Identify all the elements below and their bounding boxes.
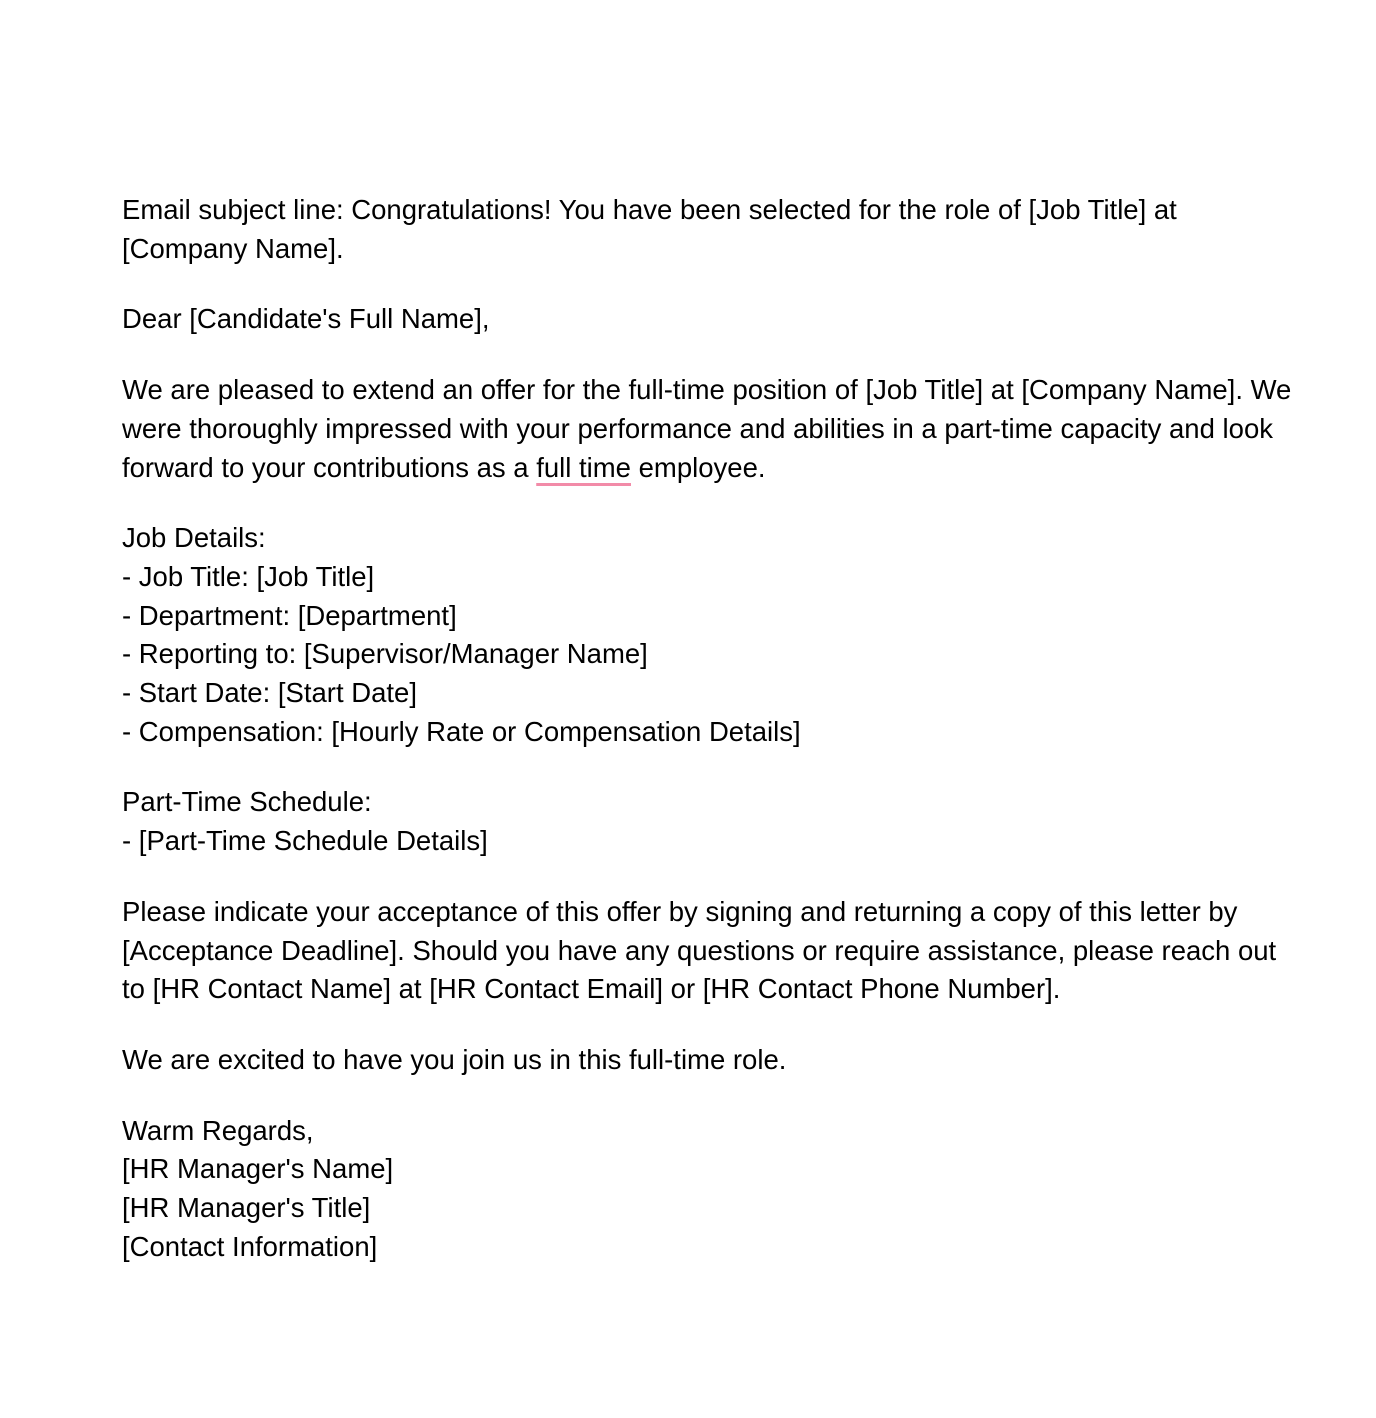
intro-paragraph — [122, 371, 1376, 487]
schedule-item: - [Part-Time Schedule Details] — [122, 825, 488, 857]
greeting — [122, 300, 1376, 339]
job-details-item: - Reporting to: [Supervisor/Manager Name] — [122, 638, 648, 670]
greeting-text: Dear [Candidate's Full Name], — [122, 303, 490, 335]
closing-paragraph — [122, 1041, 1376, 1080]
schedule-section — [122, 783, 1376, 860]
job-details-heading: Job Details: — [122, 522, 266, 554]
intro-line-3 — [122, 449, 1376, 488]
subject-line-1: Email subject line: Congratulations! You have been selected for the role of [Job Title] at — [122, 194, 1177, 225]
intro-line-3-after: employee. — [630, 451, 766, 483]
intro-line-2: were thoroughly impressed with your performance and abilities in a part-time capacity and look — [122, 412, 1273, 444]
subject-paragraph — [122, 191, 1376, 268]
acceptance-paragraph — [122, 893, 1376, 1009]
intro-line-1: We are pleased to extend an offer for the full-time position of [Job Title] at [Company Name]. We — [122, 374, 1292, 406]
closing-line: We are excited to have you join us in this full-time role. — [122, 1043, 787, 1075]
signature-contact: [Contact Information] — [122, 1230, 378, 1262]
job-details-item: - Job Title: [Job Title] — [122, 560, 375, 592]
job-details-item: - Department: [Department] — [122, 599, 457, 631]
job-details-item: - Compensation: [Hourly Rate or Compensation Details] — [122, 715, 801, 747]
document-body[interactable] — [122, 191, 1376, 1298]
job-details-section — [122, 519, 1376, 751]
signature-title: [HR Manager's Title] — [122, 1192, 371, 1224]
subject-line-2: [Company Name]. — [122, 232, 344, 264]
spellcheck-flagged-word[interactable]: full time — [536, 451, 631, 483]
intro-line-3-before: forward to your contributions as a — [122, 451, 537, 483]
job-details-item: - Start Date: [Start Date] — [122, 677, 417, 709]
acceptance-line-2: [Acceptance Deadline]. Should you have any questions or require assistance, please reach out — [122, 934, 1277, 966]
signature-name: [HR Manager's Name] — [122, 1153, 394, 1185]
schedule-heading: Part-Time Schedule: — [122, 786, 372, 818]
acceptance-line-1: Please indicate your acceptance of this offer by signing and returning a copy of this letter by — [122, 895, 1238, 927]
acceptance-line-3: to [HR Contact Name] at [HR Contact Email] or [HR Contact Phone Number]. — [122, 973, 1061, 1005]
signature-block — [122, 1112, 1376, 1267]
signature-salutation: Warm Regards, — [122, 1114, 314, 1146]
